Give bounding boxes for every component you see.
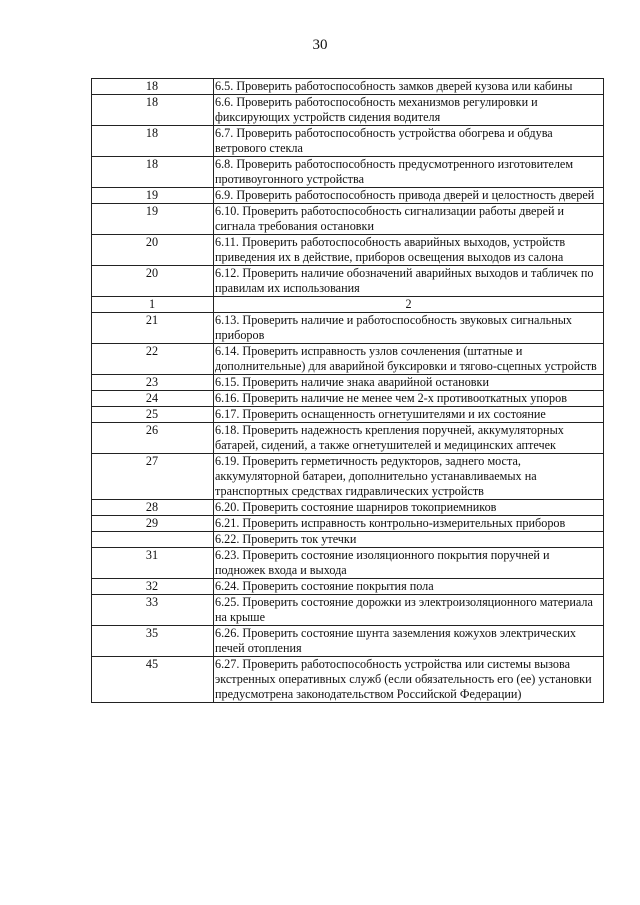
table-row (92, 423, 604, 454)
row-number-cell: 25 (92, 407, 214, 423)
row-text-cell: 2 (214, 297, 604, 313)
row-text-cell: 6.26. Проверить состояние шунта заземления кожухов электрических печей отопления (214, 626, 604, 657)
inspection-table (91, 78, 604, 703)
table-row (92, 375, 604, 391)
table-row (92, 188, 604, 204)
row-text-cell: 6.11. Проверить работоспособность аварийных выходов, устройств приведения их в действие, приборов освещения выходов из салона (214, 235, 604, 266)
row-number-cell: 31 (92, 548, 214, 579)
row-number-cell: 29 (92, 516, 214, 532)
row-text-cell: 6.10. Проверить работоспособность сигнализации работы дверей и сигнала требования остановки (214, 204, 604, 235)
row-text-cell: 6.15. Проверить наличие знака аварийной остановки (214, 375, 604, 391)
table-row (92, 454, 604, 500)
table-row (92, 579, 604, 595)
table-row (92, 79, 604, 95)
table-row (92, 516, 604, 532)
table-row (92, 95, 604, 126)
table-header-row (92, 297, 604, 313)
row-number-cell: 27 (92, 454, 214, 500)
table-row (92, 532, 604, 548)
row-number-cell: 28 (92, 500, 214, 516)
row-number-cell: 24 (92, 391, 214, 407)
table-body (92, 79, 604, 703)
table-row (92, 204, 604, 235)
row-text-cell: 6.16. Проверить наличие не менее чем 2-х противооткатных упоров (214, 391, 604, 407)
row-text-cell: 6.21. Проверить исправность контрольно-измерительных приборов (214, 516, 604, 532)
row-number-cell: 22 (92, 344, 214, 375)
row-number-cell: 18 (92, 126, 214, 157)
row-number-cell: 1 (92, 297, 214, 313)
row-number-cell: 32 (92, 579, 214, 595)
row-number-cell: 18 (92, 79, 214, 95)
row-text-cell: 6.12. Проверить наличие обозначений аварийных выходов и табличек по правилам их использования (214, 266, 604, 297)
row-number-cell: 20 (92, 235, 214, 266)
row-text-cell: 6.22. Проверить ток утечки (214, 532, 604, 548)
row-text-cell: 6.14. Проверить исправность узлов сочленения (штатные и дополнительные) для аварийной буксировки и тягово-сцепных устройств (214, 344, 604, 375)
row-text-cell: 6.6. Проверить работоспособность механизмов регулировки и фиксирующих устройств сидения водителя (214, 95, 604, 126)
row-text-cell: 6.18. Проверить надежность крепления поручней, аккумуляторных батарей, сидений, а также огнетушителей и медицинских аптечек (214, 423, 604, 454)
row-number-cell (92, 532, 214, 548)
table-row (92, 313, 604, 344)
table-row (92, 500, 604, 516)
row-number-cell: 23 (92, 375, 214, 391)
table-row (92, 391, 604, 407)
row-text-cell: 6.5. Проверить работоспособность замков дверей кузова или кабины (214, 79, 604, 95)
row-text-cell: 6.23. Проверить состояние изоляционного покрытия поручней и подножек входа и выхода (214, 548, 604, 579)
row-text-cell: 6.17. Проверить оснащенность огнетушителями и их состояние (214, 407, 604, 423)
table-row (92, 548, 604, 579)
row-text-cell: 6.9. Проверить работоспособность привода дверей и целостность дверей (214, 188, 604, 204)
row-text-cell: 6.25. Проверить состояние дорожки из электроизоляционного материала на крыше (214, 595, 604, 626)
row-text-cell: 6.7. Проверить работоспособность устройства обогрева и обдува ветрового стекла (214, 126, 604, 157)
row-number-cell: 19 (92, 188, 214, 204)
table-row (92, 626, 604, 657)
row-number-cell: 33 (92, 595, 214, 626)
table-row (92, 595, 604, 626)
row-number-cell: 19 (92, 204, 214, 235)
table-row (92, 235, 604, 266)
row-number-cell: 35 (92, 626, 214, 657)
row-number-cell: 18 (92, 157, 214, 188)
table-row (92, 344, 604, 375)
table-row (92, 657, 604, 703)
row-text-cell: 6.19. Проверить герметичность редукторов, заднего моста, аккумуляторной батареи, дополнительно устанавливаемых на транспортных средствах гидравлических устройств (214, 454, 604, 500)
row-text-cell: 6.13. Проверить наличие и работоспособность звуковых сигнальных приборов (214, 313, 604, 344)
table-row (92, 126, 604, 157)
row-number-cell: 45 (92, 657, 214, 703)
table-row (92, 157, 604, 188)
page-number: 30 (312, 37, 328, 53)
row-text-cell: 6.27. Проверить работоспособность устройства или системы вызова экстренных оперативных служб (если обязательность его (ее) установки предусмотрена законодательством Российской Федерации) (214, 657, 604, 703)
row-number-cell: 20 (92, 266, 214, 297)
table-row (92, 407, 604, 423)
row-text-cell: 6.8. Проверить работоспособность предусмотренного изготовителем противоугонного устройства (214, 157, 604, 188)
row-text-cell: 6.24. Проверить состояние покрытия пола (214, 579, 604, 595)
table-row (92, 266, 604, 297)
row-number-cell: 21 (92, 313, 214, 344)
row-text-cell: 6.20. Проверить состояние шарниров токоприемников (214, 500, 604, 516)
row-number-cell: 18 (92, 95, 214, 126)
row-number-cell: 26 (92, 423, 214, 454)
